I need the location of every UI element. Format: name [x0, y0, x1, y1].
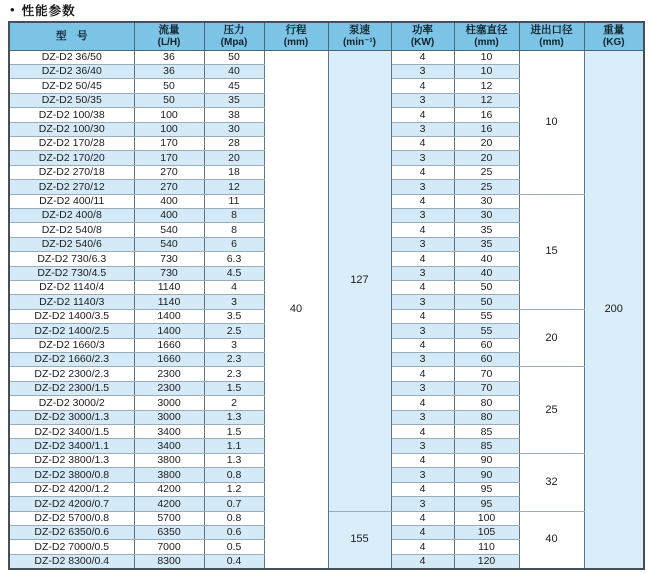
table-row [9, 50, 644, 64]
cell-model: DZ-D2 5700/0.8 [9, 511, 134, 525]
cell-pressure: 6.3 [204, 252, 264, 266]
cell-power: 3 [391, 497, 454, 511]
cell-model: DZ-D2 1400/2.5 [9, 324, 134, 338]
cell-speed-merged: 127 [328, 50, 391, 511]
cell-flow: 4200 [134, 497, 204, 511]
cell-plunger: 95 [454, 482, 519, 496]
cell-power: 3 [391, 151, 454, 165]
cell-pressure: 18 [204, 165, 264, 179]
col-header-power [391, 22, 454, 50]
cell-pressure: 45 [204, 79, 264, 93]
cell-flow: 400 [134, 194, 204, 208]
cell-pressure: 0.8 [204, 511, 264, 525]
header-unit: (min⁻¹) [342, 36, 377, 48]
page-title: 性能参数 [21, 3, 76, 18]
cell-model: DZ-D2 3000/2 [9, 396, 134, 410]
col-header-stroke [264, 22, 328, 50]
header-label: 功率 [412, 23, 433, 36]
cell-power: 3 [391, 122, 454, 136]
cell-model: DZ-D2 270/12 [9, 180, 134, 194]
cell-power: 4 [391, 338, 454, 352]
col-header-flow [134, 22, 204, 50]
cell-pressure: 0.8 [204, 468, 264, 482]
header-label: 型 号 [56, 29, 88, 42]
cell-flow: 170 [134, 151, 204, 165]
header-unit: (mm) [283, 36, 309, 48]
header-label: 行程 [285, 23, 307, 36]
header-label: 压力 [223, 23, 245, 36]
cell-power: 3 [391, 439, 454, 453]
cell-model: DZ-D2 6350/0.6 [9, 525, 134, 539]
cell-model: DZ-D2 2300/1.5 [9, 381, 134, 395]
cell-plunger: 120 [454, 554, 519, 569]
cell-power: 4 [391, 79, 454, 93]
cell-pressure: 6 [204, 237, 264, 251]
cell-flow: 3400 [134, 439, 204, 453]
cell-flow: 100 [134, 122, 204, 136]
header-label: 重量 [603, 23, 625, 36]
cell-plunger: 80 [454, 396, 519, 410]
cell-model: DZ-D2 50/45 [9, 79, 134, 93]
cell-flow: 730 [134, 252, 204, 266]
cell-plunger: 16 [454, 108, 519, 122]
cell-pressure: 0.7 [204, 497, 264, 511]
cell-port-merged: 25 [519, 367, 584, 453]
cell-model: DZ-D2 4200/1.2 [9, 482, 134, 496]
cell-plunger: 12 [454, 93, 519, 107]
cell-model: DZ-D2 8300/0.4 [9, 554, 134, 569]
cell-flow: 3800 [134, 468, 204, 482]
header-label: 柱塞直径 [465, 23, 508, 36]
cell-power: 3 [391, 324, 454, 338]
cell-port-merged: 15 [519, 194, 584, 309]
cell-plunger: 12 [454, 79, 519, 93]
cell-power: 4 [391, 223, 454, 237]
cell-model: DZ-D2 36/50 [9, 50, 134, 64]
cell-model: DZ-D2 3800/1.3 [9, 453, 134, 467]
cell-flow: 1400 [134, 324, 204, 338]
cell-plunger: 25 [454, 180, 519, 194]
table-header-row [9, 22, 644, 50]
cell-pressure: 28 [204, 136, 264, 150]
cell-plunger: 10 [454, 64, 519, 78]
cell-pressure: 35 [204, 93, 264, 107]
cell-pressure: 2.5 [204, 324, 264, 338]
cell-pressure: 20 [204, 151, 264, 165]
col-header-port [519, 22, 584, 50]
header-unit: (KW) [410, 36, 435, 48]
col-header-pressure [204, 22, 264, 50]
cell-pressure: 4 [204, 281, 264, 295]
cell-power: 3 [391, 208, 454, 222]
cell-flow: 270 [134, 180, 204, 194]
cell-power: 3 [391, 381, 454, 395]
cell-pressure: 2.3 [204, 367, 264, 381]
cell-flow: 1140 [134, 295, 204, 309]
cell-power: 4 [391, 525, 454, 539]
cell-model: DZ-D2 100/38 [9, 108, 134, 122]
cell-pressure: 8 [204, 223, 264, 237]
cell-port-merged: 40 [519, 511, 584, 569]
cell-pressure: 1.3 [204, 453, 264, 467]
cell-power: 3 [391, 64, 454, 78]
cell-flow: 3400 [134, 425, 204, 439]
cell-pressure: 30 [204, 122, 264, 136]
cell-weight-merged: 200 [584, 50, 644, 569]
cell-pressure: 0.5 [204, 540, 264, 554]
cell-power: 4 [391, 554, 454, 569]
cell-power: 3 [391, 93, 454, 107]
cell-flow: 8300 [134, 554, 204, 569]
cell-pressure: 2 [204, 396, 264, 410]
cell-power: 4 [391, 252, 454, 266]
col-header-weight [584, 22, 644, 50]
cell-plunger: 85 [454, 425, 519, 439]
cell-plunger: 40 [454, 252, 519, 266]
cell-power: 3 [391, 237, 454, 251]
cell-model: DZ-D2 1660/3 [9, 338, 134, 352]
cell-power: 4 [391, 511, 454, 525]
header-label: 泵速 [349, 23, 370, 36]
cell-pressure: 0.6 [204, 525, 264, 539]
cell-power: 4 [391, 482, 454, 496]
cell-port-merged: 32 [519, 453, 584, 511]
cell-model: DZ-D2 1140/4 [9, 281, 134, 295]
cell-model: DZ-D2 3400/1.1 [9, 439, 134, 453]
cell-model: DZ-D2 3400/1.5 [9, 425, 134, 439]
cell-model: DZ-D2 100/30 [9, 122, 134, 136]
cell-plunger: 20 [454, 136, 519, 150]
cell-plunger: 60 [454, 338, 519, 352]
bullet-icon: • [10, 2, 15, 17]
spec-table [8, 21, 645, 570]
cell-plunger: 95 [454, 497, 519, 511]
cell-flow: 3800 [134, 453, 204, 467]
cell-power: 3 [391, 410, 454, 424]
cell-model: DZ-D2 400/8 [9, 208, 134, 222]
cell-power: 4 [391, 367, 454, 381]
cell-model: DZ-D2 170/20 [9, 151, 134, 165]
cell-power: 4 [391, 396, 454, 410]
cell-plunger: 50 [454, 295, 519, 309]
cell-model: DZ-D2 730/6.3 [9, 252, 134, 266]
cell-model: DZ-D2 2300/2.3 [9, 367, 134, 381]
cell-flow: 50 [134, 93, 204, 107]
cell-flow: 540 [134, 223, 204, 237]
cell-model: DZ-D2 3000/1.3 [9, 410, 134, 424]
cell-pressure: 38 [204, 108, 264, 122]
cell-model: DZ-D2 540/8 [9, 223, 134, 237]
cell-model: DZ-D2 540/6 [9, 237, 134, 251]
header-unit: (KG) [602, 36, 625, 48]
cell-power: 4 [391, 281, 454, 295]
cell-plunger: 110 [454, 540, 519, 554]
cell-model: DZ-D2 36/40 [9, 64, 134, 78]
col-header-speed [328, 22, 391, 50]
cell-power: 4 [391, 453, 454, 467]
header-unit: (mm) [539, 36, 564, 48]
cell-plunger: 55 [454, 324, 519, 338]
cell-plunger: 100 [454, 511, 519, 525]
cell-model: DZ-D2 4200/0.7 [9, 497, 134, 511]
cell-flow: 36 [134, 50, 204, 64]
cell-flow: 1140 [134, 281, 204, 295]
cell-plunger: 85 [454, 439, 519, 453]
section-title [10, 2, 643, 17]
cell-pressure: 8 [204, 208, 264, 222]
cell-pressure: 12 [204, 180, 264, 194]
cell-plunger: 60 [454, 353, 519, 367]
cell-plunger: 55 [454, 309, 519, 323]
cell-flow: 400 [134, 208, 204, 222]
header-unit: (mm) [474, 36, 499, 48]
cell-plunger: 35 [454, 237, 519, 251]
cell-plunger: 70 [454, 367, 519, 381]
header-label: 流量 [158, 23, 180, 36]
cell-power: 4 [391, 194, 454, 208]
cell-model: DZ-D2 50/35 [9, 93, 134, 107]
cell-plunger: 25 [454, 165, 519, 179]
cell-port-merged: 10 [519, 50, 584, 194]
cell-power: 4 [391, 309, 454, 323]
cell-pressure: 1.3 [204, 410, 264, 424]
cell-flow: 100 [134, 108, 204, 122]
cell-power: 4 [391, 108, 454, 122]
cell-model: DZ-D2 1660/2.3 [9, 353, 134, 367]
cell-pressure: 4.5 [204, 266, 264, 280]
cell-pressure: 1.5 [204, 425, 264, 439]
cell-power: 3 [391, 353, 454, 367]
header-unit: (L/H) [157, 36, 181, 48]
cell-plunger: 20 [454, 151, 519, 165]
cell-model: DZ-D2 3800/0.8 [9, 468, 134, 482]
cell-flow: 3000 [134, 396, 204, 410]
cell-power: 3 [391, 468, 454, 482]
cell-pressure: 40 [204, 64, 264, 78]
cell-pressure: 0.4 [204, 554, 264, 569]
cell-power: 4 [391, 50, 454, 64]
cell-speed-merged: 155 [328, 511, 391, 569]
header-label: 进出口径 [530, 23, 573, 36]
cell-flow: 1660 [134, 353, 204, 367]
cell-power: 4 [391, 136, 454, 150]
cell-flow: 5700 [134, 511, 204, 525]
cell-plunger: 50 [454, 281, 519, 295]
cell-power: 4 [391, 425, 454, 439]
cell-pressure: 3.5 [204, 309, 264, 323]
cell-flow: 2300 [134, 367, 204, 381]
cell-plunger: 30 [454, 208, 519, 222]
cell-pressure: 1.5 [204, 381, 264, 395]
cell-flow: 730 [134, 266, 204, 280]
cell-flow: 2300 [134, 381, 204, 395]
cell-model: DZ-D2 7000/0.5 [9, 540, 134, 554]
cell-pressure: 3 [204, 338, 264, 352]
cell-plunger: 30 [454, 194, 519, 208]
cell-flow: 50 [134, 79, 204, 93]
cell-flow: 36 [134, 64, 204, 78]
cell-plunger: 10 [454, 50, 519, 64]
cell-plunger: 105 [454, 525, 519, 539]
cell-flow: 7000 [134, 540, 204, 554]
cell-flow: 6350 [134, 525, 204, 539]
cell-plunger: 80 [454, 410, 519, 424]
cell-power: 4 [391, 540, 454, 554]
cell-model: DZ-D2 1140/3 [9, 295, 134, 309]
cell-pressure: 1.1 [204, 439, 264, 453]
cell-flow: 1400 [134, 309, 204, 323]
cell-model: DZ-D2 1400/3.5 [9, 309, 134, 323]
cell-pressure: 50 [204, 50, 264, 64]
cell-plunger: 16 [454, 122, 519, 136]
table-body [9, 50, 644, 569]
cell-model: DZ-D2 170/28 [9, 136, 134, 150]
cell-model: DZ-D2 730/4.5 [9, 266, 134, 280]
cell-flow: 4200 [134, 482, 204, 496]
cell-plunger: 90 [454, 468, 519, 482]
cell-plunger: 35 [454, 223, 519, 237]
cell-power: 3 [391, 295, 454, 309]
cell-pressure: 3 [204, 295, 264, 309]
cell-flow: 540 [134, 237, 204, 251]
cell-pressure: 1.2 [204, 482, 264, 496]
cell-model: DZ-D2 270/18 [9, 165, 134, 179]
cell-pressure: 2.3 [204, 353, 264, 367]
cell-flow: 170 [134, 136, 204, 150]
cell-plunger: 90 [454, 453, 519, 467]
cell-flow: 1660 [134, 338, 204, 352]
cell-model: DZ-D2 400/11 [9, 194, 134, 208]
cell-power: 3 [391, 266, 454, 280]
cell-flow: 3000 [134, 410, 204, 424]
cell-port-merged: 20 [519, 309, 584, 367]
cell-flow: 270 [134, 165, 204, 179]
cell-plunger: 70 [454, 381, 519, 395]
col-header-plunger [454, 22, 519, 50]
cell-pressure: 11 [204, 194, 264, 208]
cell-plunger: 40 [454, 266, 519, 280]
col-header-model [9, 22, 134, 50]
cell-power: 3 [391, 180, 454, 194]
cell-power: 4 [391, 165, 454, 179]
header-unit: (Mpa) [220, 36, 248, 48]
cell-stroke-merged: 40 [264, 50, 328, 569]
